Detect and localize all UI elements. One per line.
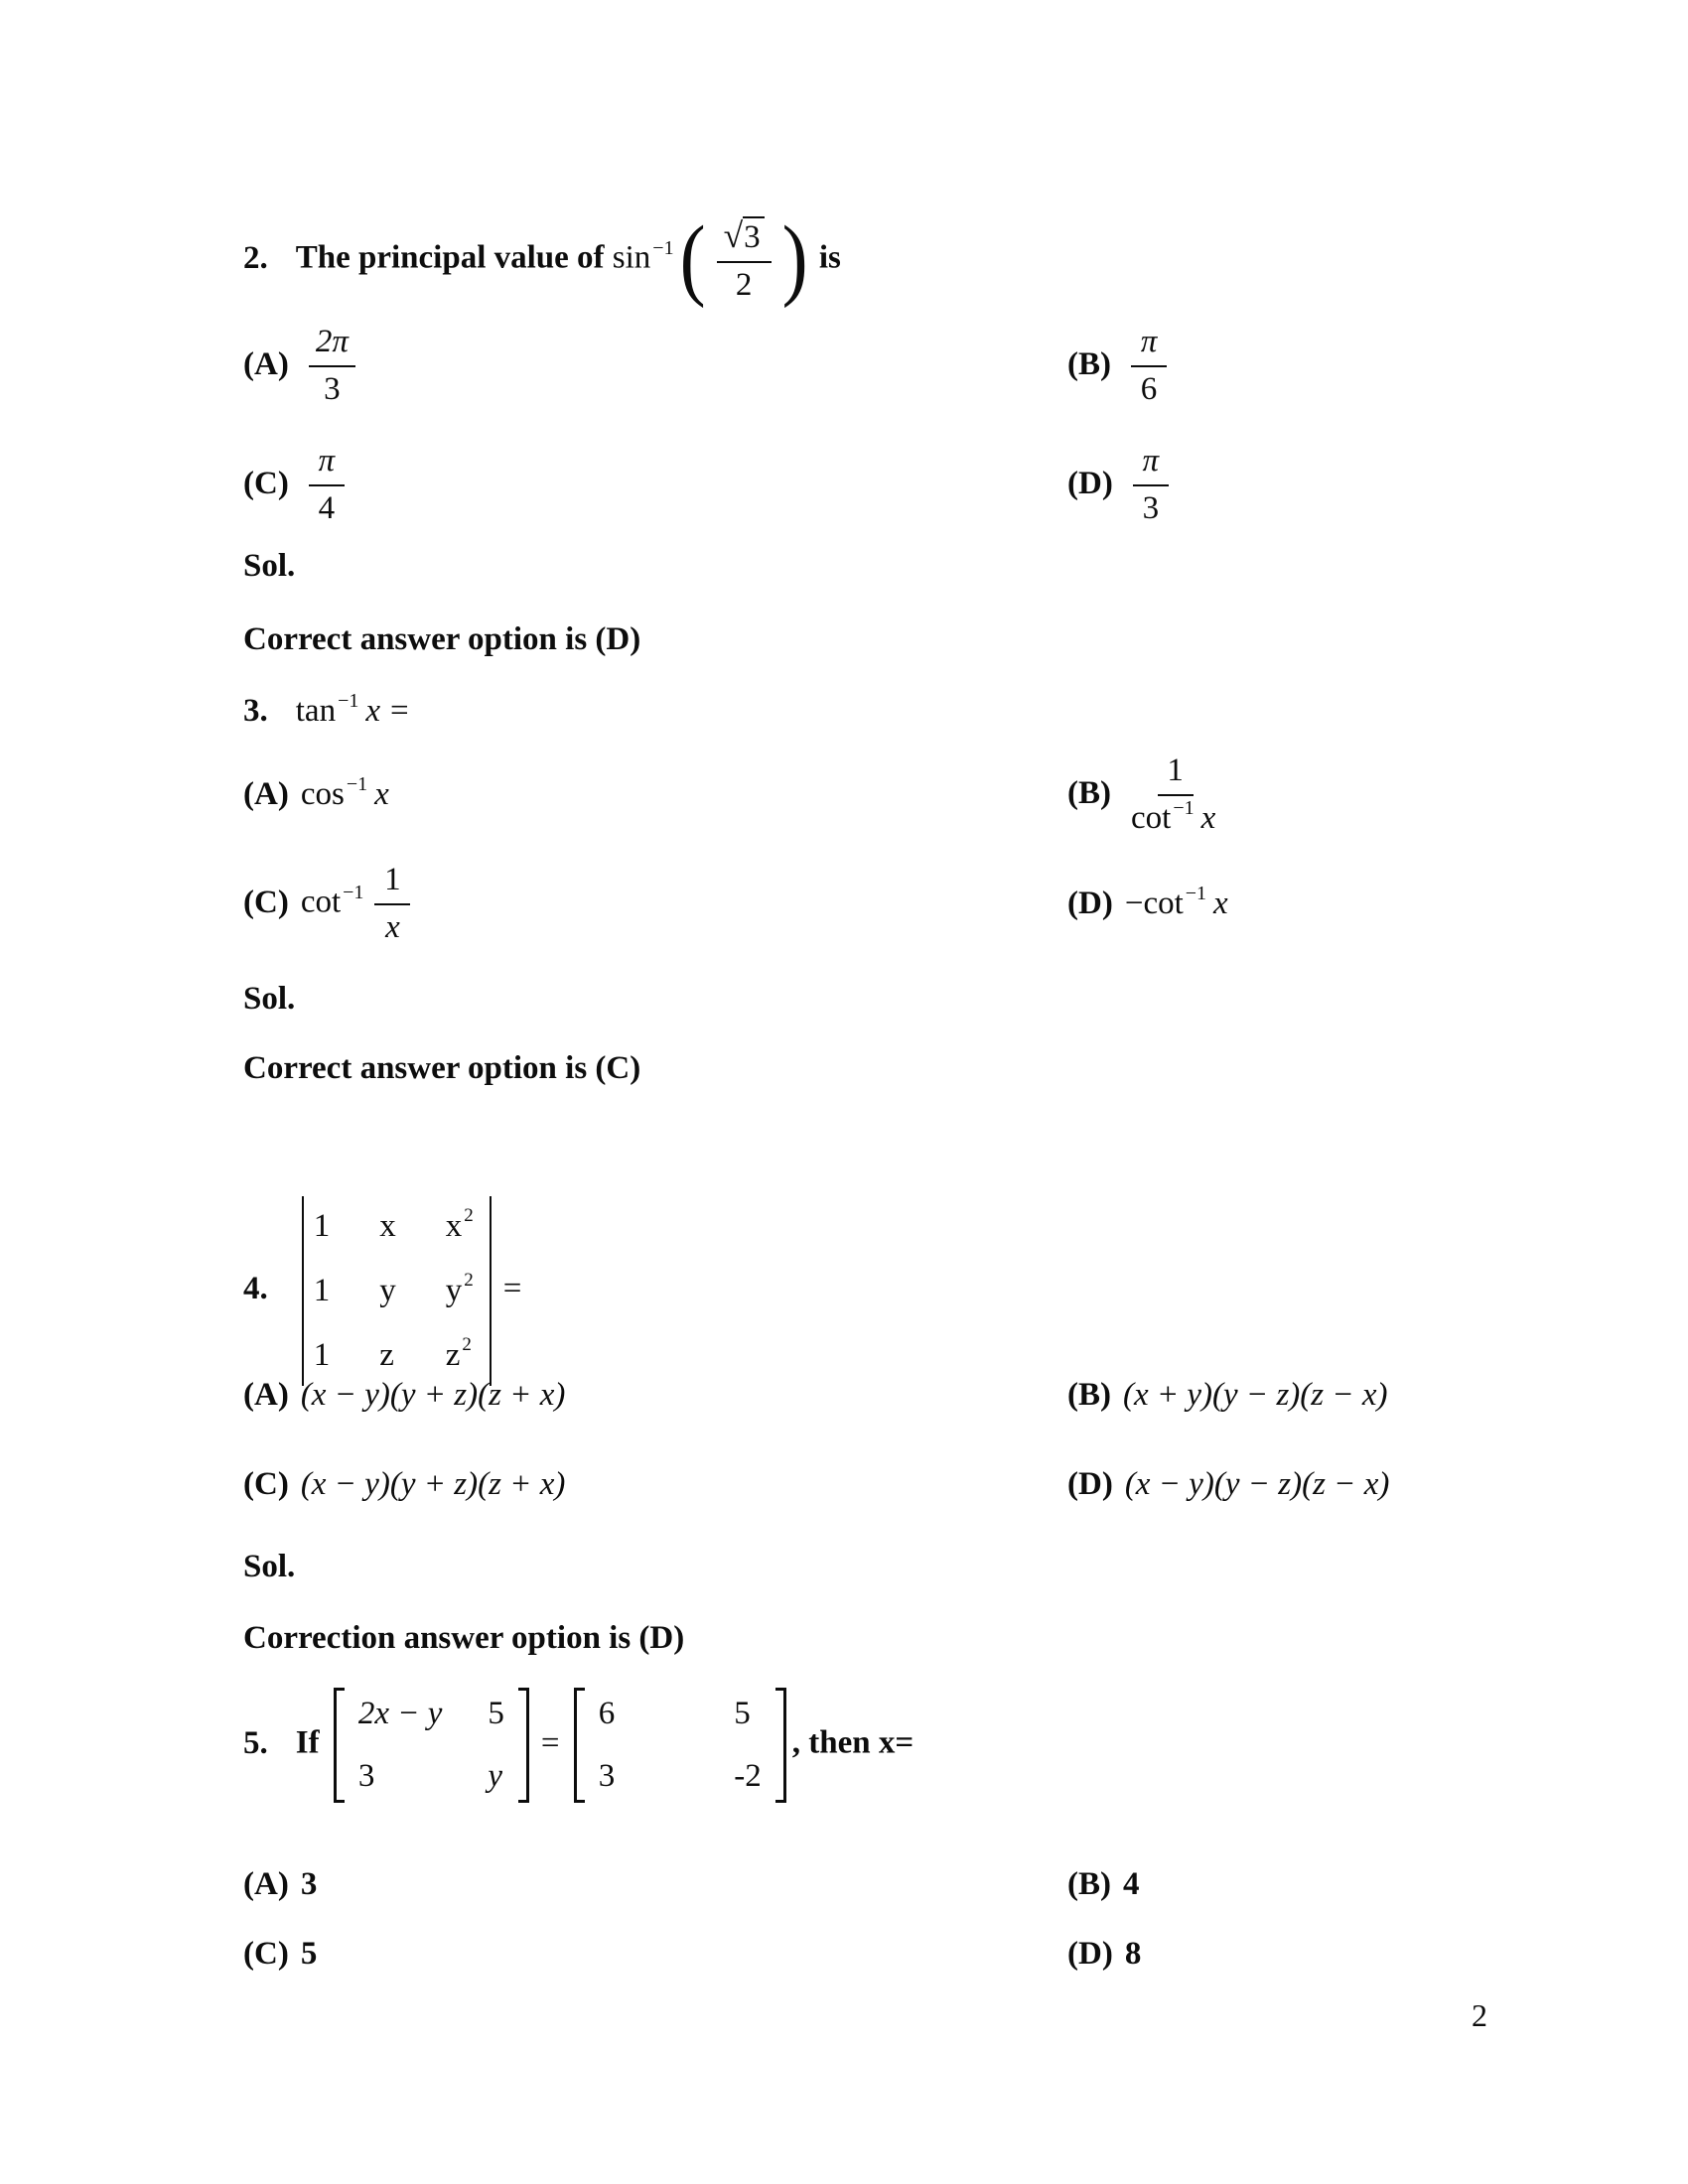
question-5-options-row-1 [243, 1864, 1140, 1903]
det-cell [445, 1334, 474, 1373]
det-exponent: 2 [462, 1334, 472, 1355]
option-c-fraction [309, 443, 345, 528]
option-b-label: (B) [1067, 345, 1111, 382]
variable-x: x [1213, 886, 1228, 922]
question-3-answer: Correct answer option is (C) [243, 1050, 641, 1086]
option-b-denominator [1131, 796, 1219, 838]
option-a-label: (A) [243, 1865, 289, 1902]
left-paren: ( [679, 205, 706, 309]
matrix-cell: 2x − y [357, 1696, 443, 1731]
option-a-value: 3 [300, 1865, 318, 1902]
option-c-numerator: 1 [374, 862, 410, 905]
option-c-expression: (x − y)(y + z)(z + x) [300, 1465, 566, 1502]
radical-sign: √ [723, 215, 744, 256]
det-cell: 1 [313, 1337, 331, 1373]
option-a [243, 1866, 1067, 1903]
det-base: y [445, 1273, 463, 1308]
option-c-value: 5 [300, 1935, 318, 1972]
question-3-line [243, 690, 409, 730]
equals-sign: = [390, 693, 409, 729]
question-2-number: 2. [243, 239, 268, 276]
right-bracket [518, 1688, 529, 1803]
option-b [1067, 752, 1227, 838]
option-d-denominator: 3 [1142, 489, 1160, 526]
question-4-sol-label: Sol. [243, 1549, 296, 1584]
option-b-label: (B) [1067, 1376, 1111, 1413]
inverse-superscript: −1 [346, 773, 368, 796]
det-exponent: 2 [464, 1205, 474, 1226]
question-2-text: The principal value of [295, 239, 605, 276]
option-a-label: (A) [243, 776, 289, 813]
question-2-suffix: is [818, 239, 841, 276]
option-c-fraction [374, 862, 410, 947]
matrix-cell: 5 [734, 1696, 751, 1731]
right-paren: ) [781, 205, 808, 309]
det-cell: x [379, 1208, 396, 1244]
option-b-fraction [1131, 752, 1219, 838]
question-3-number: 3. [243, 693, 268, 729]
matrix-cell: 3 [598, 1758, 616, 1794]
option-d [1067, 883, 1232, 922]
option-a [243, 773, 1067, 813]
option-b [1067, 1377, 1388, 1414]
option-b-numerator: 1 [1158, 752, 1194, 796]
option-c-numerator: π [309, 443, 345, 486]
question-5-then: , then x= [791, 1724, 914, 1761]
option-b-denominator: 6 [1140, 370, 1158, 407]
det-cell [445, 1270, 474, 1308]
option-a-numerator: 2π [309, 324, 355, 367]
option-a-label: (A) [243, 345, 289, 382]
cot-function: cot [300, 884, 342, 920]
question-5-number: 5. [243, 1724, 268, 1761]
radicand: 3 [743, 216, 765, 255]
option-d-fraction [1133, 443, 1169, 528]
option-d-label: (D) [1067, 886, 1113, 922]
question-2-answer: Correct answer option is (D) [243, 621, 641, 657]
option-d-numerator: π [1133, 443, 1169, 486]
det-base: x [445, 1208, 463, 1244]
option-d [1067, 443, 1177, 528]
variable-x: x [1200, 799, 1216, 836]
option-b-label: (B) [1067, 774, 1111, 811]
option-d-expression: (x − y)(y − z)(z − x) [1124, 1465, 1390, 1502]
option-a [243, 1377, 1067, 1414]
question-3-sol-label: Sol. [243, 981, 296, 1017]
option-b-label: (B) [1067, 1865, 1111, 1902]
option-b-fraction [1131, 324, 1167, 409]
inverse-superscript: −1 [1185, 883, 1207, 905]
question-2-sol-label: Sol. [243, 548, 296, 584]
option-b-expression: (x + y)(y − z)(z − x) [1123, 1376, 1388, 1413]
variable-x: x [365, 693, 381, 729]
inverse-superscript: −1 [338, 690, 359, 712]
option-d [1067, 1936, 1141, 1973]
option-c-label: (C) [243, 1935, 289, 1972]
option-b [1067, 324, 1175, 409]
option-b [1067, 1866, 1140, 1903]
option-c-label: (C) [243, 1465, 289, 1502]
question-5-options-row-2 [243, 1934, 1141, 1973]
question-5-line [243, 1688, 914, 1803]
question-4-options-row-2 [243, 1464, 1389, 1503]
option-b-numerator: π [1131, 324, 1167, 367]
equals-sign: = [502, 1271, 522, 1307]
det-exponent: 2 [464, 1270, 474, 1291]
option-d-label: (D) [1067, 465, 1113, 501]
cos-function: cos [300, 776, 345, 813]
option-c [243, 443, 1067, 528]
option-a-fraction [309, 324, 355, 409]
question-2-line [243, 205, 841, 310]
option-d-value: 8 [1124, 1935, 1142, 1972]
det-cell: 1 [313, 1273, 331, 1308]
question-4-answer: Correction answer option is (D) [243, 1620, 685, 1656]
cot-function: cot [1143, 886, 1184, 922]
option-a [243, 324, 1067, 409]
tan-function: tan [295, 693, 337, 729]
det-cell: z [379, 1337, 394, 1373]
matrix-cell: 3 [357, 1758, 375, 1794]
left-bracket [574, 1688, 585, 1803]
option-c-denominator: 4 [318, 489, 336, 526]
det-base: z [445, 1337, 461, 1373]
inverse-superscript: −1 [343, 881, 364, 903]
page-number: 2 [1472, 1997, 1487, 2033]
matrix-cell: 6 [598, 1696, 616, 1731]
fraction-sqrt3-over-2 [717, 215, 772, 305]
det-cell: 1 [313, 1208, 331, 1244]
option-a-denominator: 3 [324, 370, 341, 407]
option-d-label: (D) [1067, 1935, 1113, 1972]
option-c [243, 862, 1067, 947]
matrix-left-grid [345, 1688, 518, 1803]
det-cell [445, 1205, 474, 1244]
matrix-cell: y [488, 1758, 503, 1794]
question-4-line [243, 1196, 521, 1386]
matrix-left [334, 1688, 529, 1803]
option-c-label: (C) [243, 884, 289, 920]
cot-function: cot [1131, 799, 1172, 836]
sin-function: sin [612, 239, 651, 276]
option-c-denominator: x [385, 908, 400, 945]
matrix-right-grid [585, 1688, 775, 1803]
option-c [243, 1466, 1067, 1503]
left-bracket [334, 1688, 345, 1803]
option-c [243, 1936, 1067, 1973]
inverse-superscript: −1 [1173, 796, 1195, 819]
det-cell: y [379, 1273, 396, 1308]
fraction-numerator [717, 215, 772, 263]
minus-sign: − [1124, 886, 1144, 922]
right-bracket [775, 1688, 786, 1803]
matrix-cell: 5 [488, 1696, 504, 1731]
determinant [302, 1196, 492, 1386]
question-3-options-row-1 [243, 752, 1227, 838]
question-2-options-row-2 [243, 443, 1177, 528]
option-b-value: 4 [1123, 1865, 1140, 1902]
option-a-label: (A) [243, 1376, 289, 1413]
question-2-options-row-1 [243, 324, 1175, 409]
option-a-expression: (x − y)(y + z)(z + x) [300, 1376, 566, 1413]
option-d-label: (D) [1067, 1465, 1113, 1502]
question-4-options-row-1 [243, 1375, 1388, 1414]
matrix-cell: -2 [734, 1758, 762, 1794]
variable-x: x [374, 776, 389, 813]
question-3-options-row-2 [243, 862, 1232, 947]
fraction-denominator: 2 [735, 267, 753, 303]
question-4-number: 4. [243, 1271, 268, 1307]
inverse-superscript: −1 [652, 236, 674, 259]
option-d [1067, 1466, 1389, 1503]
option-c-label: (C) [243, 465, 289, 501]
question-5-if: If [295, 1724, 320, 1761]
equals-sign: = [540, 1724, 560, 1761]
matrix-right [574, 1688, 786, 1803]
